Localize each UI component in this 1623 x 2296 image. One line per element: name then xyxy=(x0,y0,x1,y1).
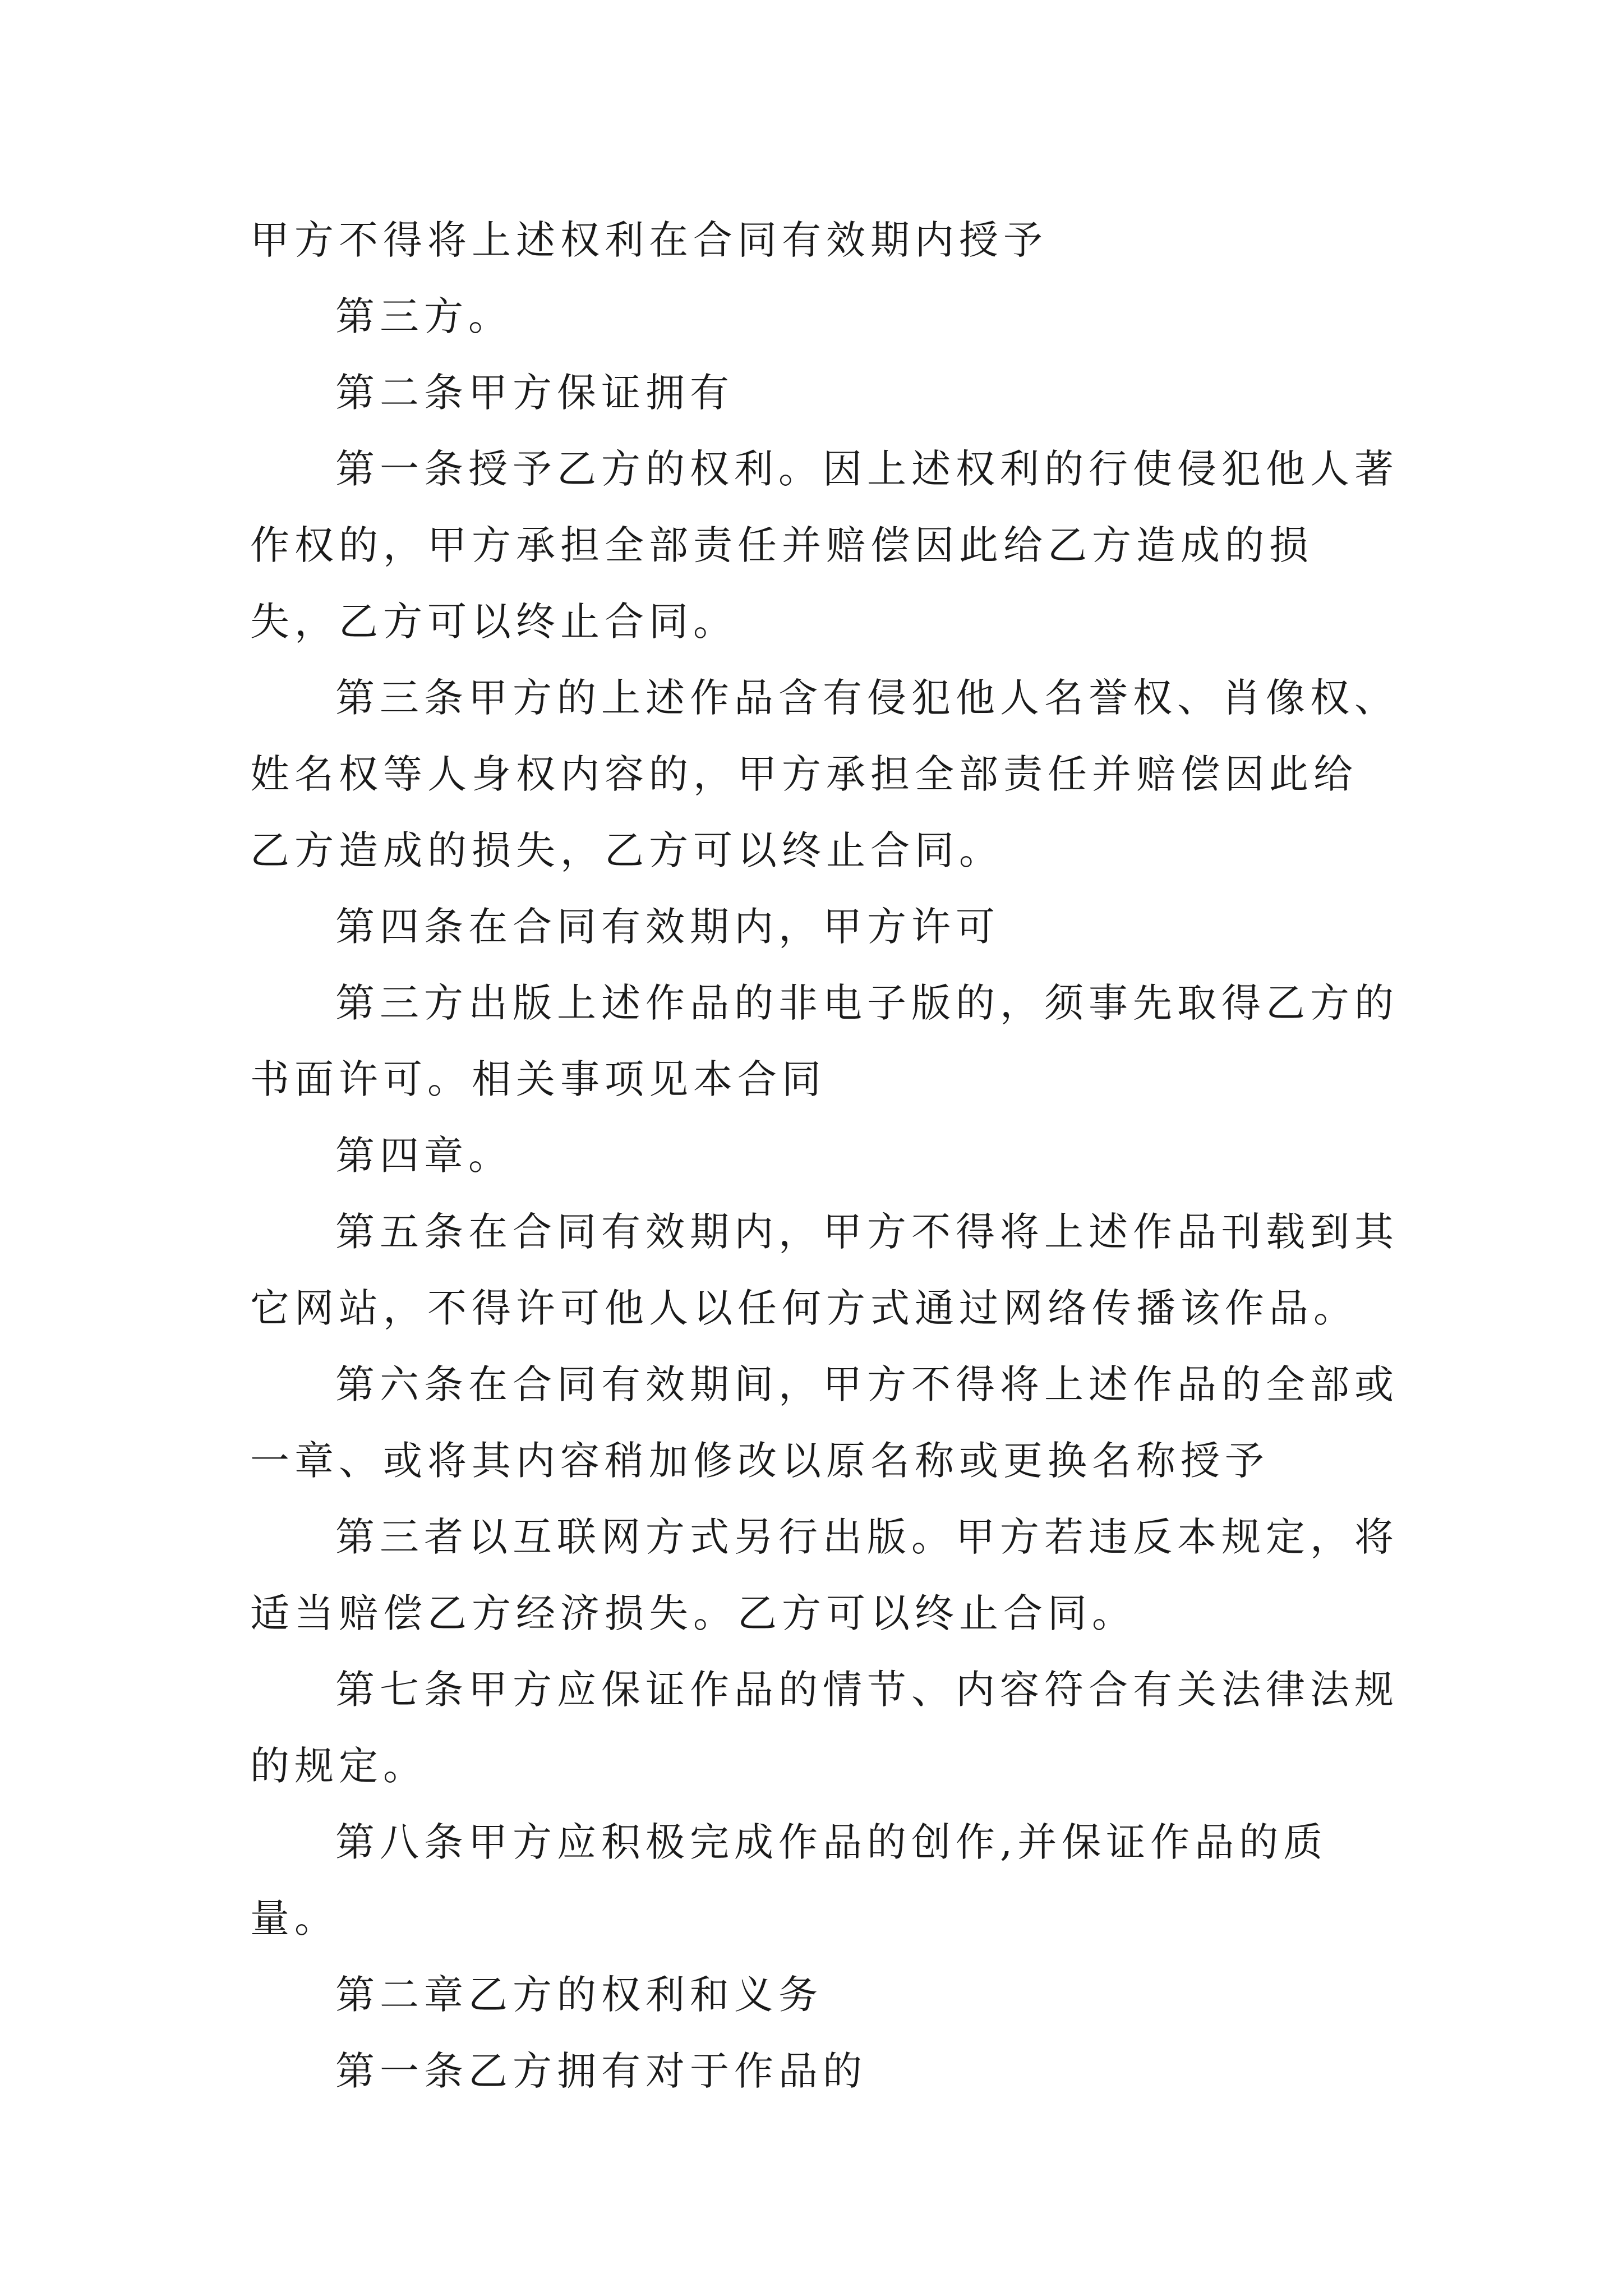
paragraph-6: 第四条在合同有效期内，甲方许可 xyxy=(335,904,1000,950)
paragraph-14: 第二章乙方的权利和义务 xyxy=(335,1972,823,2018)
paragraph-1: 甲方不得将上述权利在合同有效期内授予 xyxy=(250,217,1048,263)
paragraph-11: 第三者以互联网方式另行出版。甲方若违反本规定，将适当赔偿乙方经济损失。乙方可以终止合同。 xyxy=(250,1514,1399,1636)
paragraph-2: 第三方。 xyxy=(335,293,513,339)
paragraph-13: 第八条甲方应积极完成作品的创作,并保证作品的质量。 xyxy=(250,1819,1328,1941)
paragraph-7: 第三方出版上述作品的非电子版的，须事先取得乙方的书面许可。相关事项见本合同 xyxy=(250,980,1399,1102)
paragraph-4: 第一条授予乙方的权利。因上述权利的行使侵犯他人著作权的，甲方承担全部责任并赔偿因此给乙方造成的损失，乙方可以终止合同。 xyxy=(250,446,1399,645)
paragraph-5: 第三条甲方的上述作品含有侵犯他人名誉权、肖像权、姓名权等人身权内容的，甲方承担全部责任并赔偿因此给乙方造成的损失，乙方可以终止合同。 xyxy=(250,675,1399,873)
paragraph-3: 第二条甲方保证拥有 xyxy=(335,370,734,416)
paragraph-12: 第七条甲方应保证作品的情节、内容符合有关法律法规的规定。 xyxy=(250,1667,1399,1789)
paragraph-9: 第五条在合同有效期内，甲方不得将上述作品刊载到其它网站，不得许可他人以任何方式通过网络传播该作品。 xyxy=(250,1209,1399,1331)
paragraph-8: 第四章。 xyxy=(335,1133,513,1179)
document-body xyxy=(250,202,1400,2109)
paragraph-15: 第一条乙方拥有对于作品的 xyxy=(335,2048,867,2094)
paragraph-10: 第六条在合同有效期间，甲方不得将上述作品的全部或一章、或将其内容稍加修改以原名称或更换名称授予 xyxy=(250,1361,1399,1484)
